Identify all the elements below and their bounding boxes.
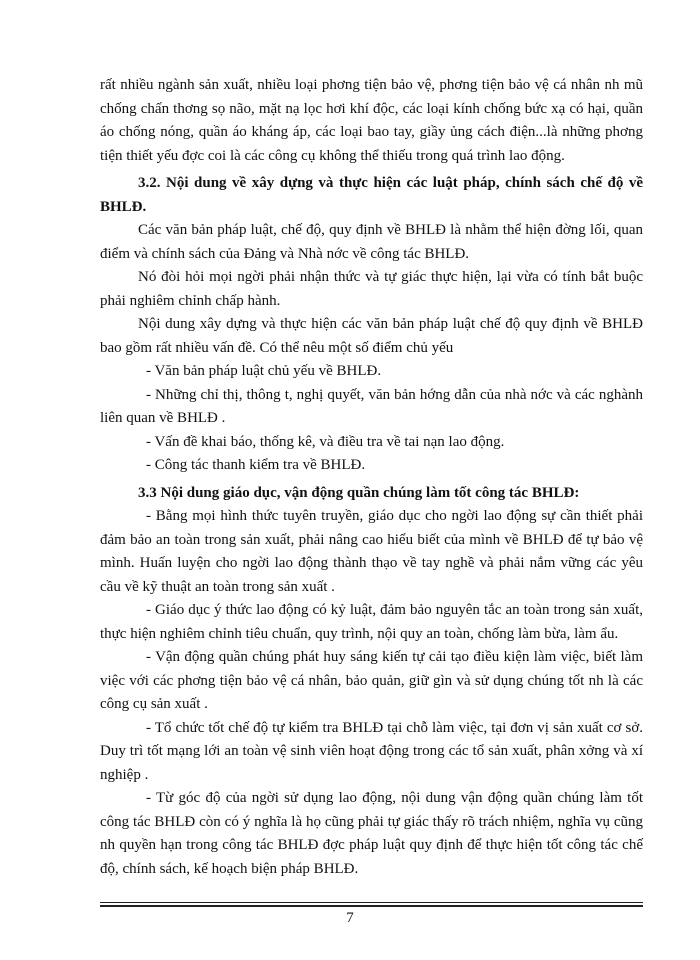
bullet-item: - Giáo dục ý thức lao động có kỷ luật, đảm bảo nguyên tắc an toàn trong sản xuất, thực hiện nghiêm chỉnh tiêu chuẩn, quy trình, nội quy an toàn, chống làm bừa, làm ẩu. bbox=[100, 602, 643, 642]
section-heading-3-3: 3.3 Nội dung giáo dục, vận động quần chúng làm tốt công tác BHLĐ: bbox=[138, 484, 580, 501]
bullet-item: - Vấn đề khai báo, thống kê, và điều tra về tai nạn lao động. bbox=[146, 433, 505, 450]
bullet-item: - Từ góc độ của ngời sử dụng lao động, nội dung vận động quần chúng làm tốt công tác BHLĐ còn có ý nghĩa là họ cũng phải tự giác thấy rõ trách nhiệm, nghĩa vụ cũng nh quyền hạn trong công tác BHLĐ đợc pháp luật quy định để thực hiện tốt công tác chế độ, chính sách, kế hoạch biện pháp BHLĐ. bbox=[100, 790, 643, 877]
bullet-item: - Văn bản pháp luật chủ yếu về BHLĐ. bbox=[146, 363, 382, 379]
footer-divider bbox=[100, 905, 643, 907]
bullet-item: - Tổ chức tốt chế độ tự kiểm tra BHLĐ tại chỗ làm việc, tại đơn vị sản xuất cơ sở. Duy trì tốt mạng lới an toàn vệ sinh viên hoạt động trong các tổ sản xuất, phân xởng và xí nghiệp . bbox=[100, 719, 643, 783]
footer-divider bbox=[100, 902, 643, 903]
bullet-item: - Vận động quần chúng phát huy sáng kiến tự cải tạo điều kiện làm việc, biết làm việc với các phơng tiện bảo vệ cá nhân, bảo quản, giữ gìn và sử dụng chúng tốt nh là các công cụ sản xuất . bbox=[100, 649, 643, 712]
paragraph: Các văn bản pháp luật, chế độ, quy định về BHLĐ là nhằm thể hiện đờng lối, quan điểm và chính sách của Đảng và Nhà nớc về công tác BHLĐ. bbox=[100, 222, 643, 262]
page-number: 7 bbox=[346, 910, 354, 926]
paragraph: Nội dung xây dựng và thực hiện các văn bản pháp luật chế độ quy định về BHLĐ bao gồm rất nhiều vấn đề. Có thể nêu một số điểm chủ yếu bbox=[100, 316, 643, 356]
page-body bbox=[100, 74, 643, 881]
paragraph: rất nhiều ngành sản xuất, nhiều loại phơng tiện bảo vệ, phơng tiện bảo vệ cá nhân nh mũ chống chấn thơng sọ não, mặt nạ lọc hơi khí độc, các loại kính chống bức xạ có hại, quần áo chống nóng, quần áo kháng áp, các loại bao tay, giầy ủng cách điện...là những phơng tiện thiết yếu đợc coi là các công cụ không thể thiếu trong quá trình lao động. bbox=[100, 77, 643, 164]
section-heading-3-2: 3.2. Nội dung về xây dựng và thực hiện các luật pháp, chính sách chế độ về BHLĐ. bbox=[100, 175, 643, 215]
bullet-item: - Bằng mọi hình thức tuyên truyền, giáo dục cho ngời lao động sự cần thiết phải đảm bảo an toàn trong sản xuất, phải nâng cao hiểu biết của mình về BHLĐ để tự bảo vệ mình. Huấn luyện cho ngời lao động thành thạo về tay nghề và phải nắm vững các yêu cầu về kỹ thuật an toàn trong sản xuất . bbox=[100, 508, 643, 595]
bullet-item: - Những chỉ thị, thông t, nghị quyết, văn bản hớng dẫn của nhà nớc và các nghành liên quan về BHLĐ . bbox=[100, 386, 643, 426]
bullet-item: - Công tác thanh kiểm tra về BHLĐ. bbox=[146, 457, 366, 473]
paragraph: Nó đòi hỏi mọi ngời phải nhận thức và tự giác thực hiện, lại vừa có tính bắt buộc phải nghiêm chỉnh chấp hành. bbox=[100, 269, 643, 309]
